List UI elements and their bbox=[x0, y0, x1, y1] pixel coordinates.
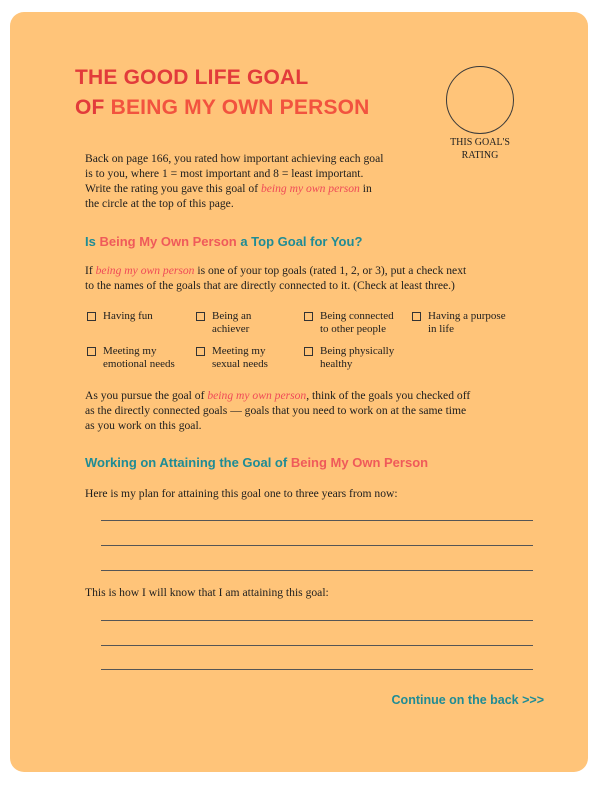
plan-answer-line-3[interactable] bbox=[101, 570, 533, 571]
instructions-line2: to the names of the goals that are directly connected to it. (Check at least three.) bbox=[85, 279, 455, 292]
heading1-suffix: a Top Goal for You? bbox=[236, 234, 363, 249]
heading1-emphasis: Being My Own Person bbox=[99, 234, 237, 249]
checkbox-square[interactable] bbox=[412, 312, 421, 321]
plan-answer-line-2[interactable] bbox=[101, 545, 533, 546]
heading1-prefix: Is bbox=[85, 234, 100, 249]
pursue-paragraph bbox=[85, 388, 545, 433]
plan-prompt: Here is my plan for attaining this goal one to three years from now: bbox=[85, 487, 398, 500]
checkbox-square[interactable] bbox=[87, 312, 96, 321]
page-title-line1: THE GOOD LIFE GOAL bbox=[75, 66, 309, 89]
heading2-prefix: Working on Attaining the Goal of bbox=[85, 455, 291, 470]
goal-rating-label bbox=[440, 136, 520, 162]
title-prefix: OF bbox=[75, 96, 111, 119]
intro-line4: the circle at the top of this page. bbox=[85, 197, 234, 210]
intro-line1: Back on page 166, you rated how important achieving each goal bbox=[85, 152, 384, 165]
checkbox-label: Being an bbox=[212, 310, 252, 322]
checkbox-label: Having fun bbox=[103, 310, 153, 322]
intro-line3-suffix: in bbox=[359, 182, 372, 195]
checkbox-label: Meeting my bbox=[212, 345, 266, 357]
checkbox-label: Being physically bbox=[320, 345, 395, 357]
checkbox-square[interactable] bbox=[87, 347, 96, 356]
top-goal-instructions bbox=[85, 263, 545, 293]
checkbox-square[interactable] bbox=[304, 312, 313, 321]
know-prompt: This is how I will know that I am attaining this goal: bbox=[85, 586, 329, 599]
checkbox-label-line2: achiever bbox=[212, 323, 250, 335]
rating-label-line1: THIS GOAL'S bbox=[450, 137, 510, 148]
know-answer-line-2[interactable] bbox=[101, 645, 533, 646]
instructions-line1 bbox=[85, 263, 545, 278]
goal-rating-circle[interactable] bbox=[446, 66, 514, 134]
intro-line3-prefix: Write the rating you gave this goal of bbox=[85, 182, 261, 195]
intro-paragraph bbox=[85, 151, 445, 211]
checkbox-square[interactable] bbox=[304, 347, 313, 356]
heading2-emphasis: Being My Own Person bbox=[290, 455, 429, 470]
instructions-goal-emphasis: being my own person bbox=[95, 264, 195, 277]
checkbox-label-line2: sexual needs bbox=[212, 358, 268, 370]
pursue-suffix: , think of the goals you checked off bbox=[306, 389, 471, 402]
intro-line2: is to you, where 1 = most important and 8 = least important. bbox=[85, 167, 364, 180]
section-heading-working-on-goal bbox=[85, 455, 428, 470]
pursue-prefix: As you pursue the goal of bbox=[85, 389, 208, 402]
checkbox-label-line2: in life bbox=[428, 323, 454, 335]
know-answer-line-1[interactable] bbox=[101, 620, 533, 621]
checkbox-label-line2: to other people bbox=[320, 323, 386, 335]
continue-on-back-link[interactable]: Continue on the back >>> bbox=[391, 693, 544, 707]
know-answer-line-3[interactable] bbox=[101, 669, 533, 670]
section-heading-top-goal bbox=[85, 234, 362, 249]
rating-label-line2: RATING bbox=[461, 150, 499, 161]
checkbox-label: Meeting my bbox=[103, 345, 157, 357]
instr-suffix: is one of your top goals (rated 1, 2, or 3), put a check next bbox=[194, 264, 467, 277]
checkbox-label-line2: healthy bbox=[320, 358, 353, 370]
title-emphasis: BEING MY OWN PERSON bbox=[110, 96, 370, 119]
pursue-goal-emphasis: being my own person bbox=[207, 389, 307, 402]
pursue-line2: as the directly connected goals — goals that you need to work on at the same time bbox=[85, 404, 467, 417]
intro-goal-emphasis: being my own person bbox=[260, 182, 360, 195]
instr-prefix: If bbox=[85, 264, 96, 277]
plan-answer-line-1[interactable] bbox=[101, 520, 533, 521]
pursue-line1 bbox=[85, 388, 545, 403]
checkbox-label: Being connected bbox=[320, 310, 394, 322]
checkbox-square[interactable] bbox=[196, 312, 205, 321]
checkbox-square[interactable] bbox=[196, 347, 205, 356]
checkbox-label: Having a purpose bbox=[428, 310, 506, 322]
checkbox-label-line2: emotional needs bbox=[103, 358, 175, 370]
page-title-line2 bbox=[75, 94, 370, 121]
intro-line3 bbox=[85, 181, 445, 196]
pursue-line3: as you work on this goal. bbox=[85, 419, 202, 432]
